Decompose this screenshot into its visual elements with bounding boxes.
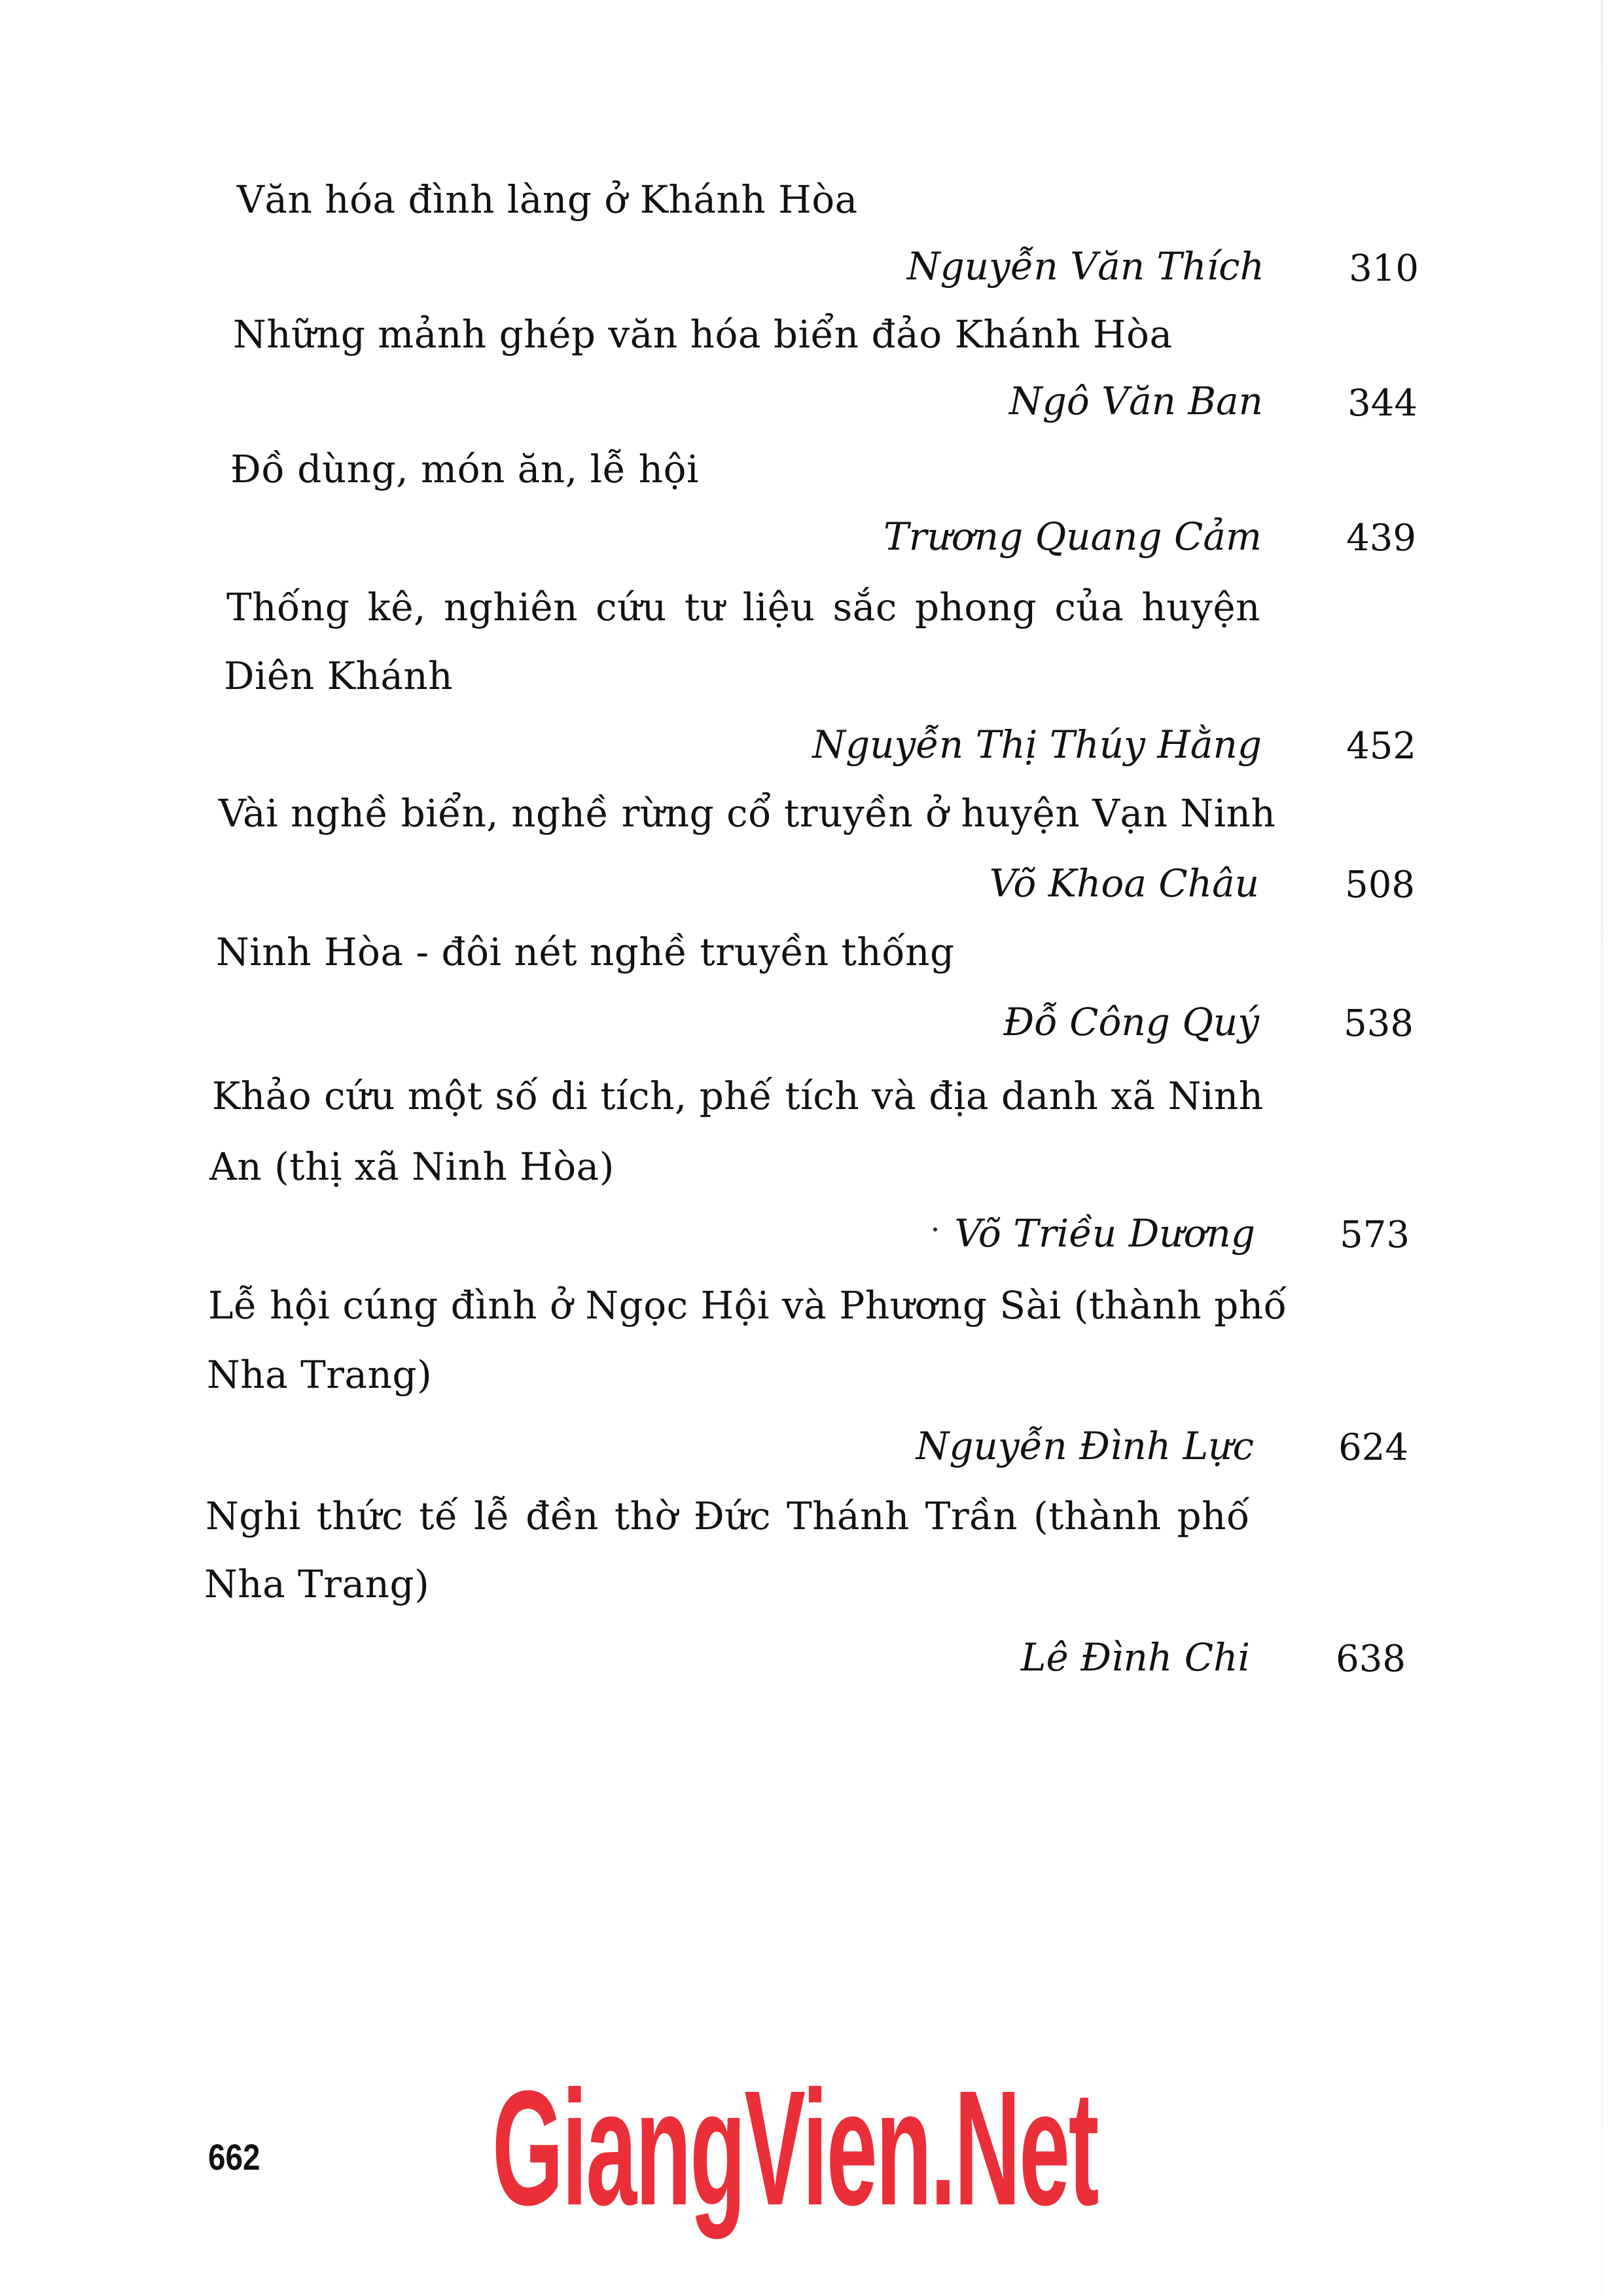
toc-entry-title: Đồ dùng, món ăn, lễ hội: [230, 447, 700, 491]
toc-entry-author: Nguyễn Thị Thúy Hằng: [812, 722, 1262, 767]
toc-entry-author: Nguyễn Đình Lực: [916, 1424, 1254, 1468]
page-number-footer: 662: [208, 2136, 260, 2178]
toc-entry-title-continued: Nha Trang): [207, 1352, 433, 1397]
toc-entry-author: Lê Đình Chi: [1020, 1635, 1250, 1680]
toc-entry-title: Nghi thức tế lễ đền thờ Đức Thánh Trần (thành phố: [205, 1494, 1250, 1538]
toc-entry-author: Trương Quang Cảm: [883, 514, 1262, 559]
toc-entry-page-number: 573: [1340, 1214, 1410, 1256]
toc-entry-title: Lễ hội cúng đình ở Ngọc Hội và Phương Sài (thành phố: [208, 1283, 1287, 1328]
toc-entry-author: Ngô Văn Ban: [1008, 379, 1263, 423]
toc-entry-title: Văn hóa đình làng ở Khánh Hòa: [237, 177, 858, 222]
toc-entry-page-number: 344: [1347, 382, 1418, 425]
toc-entry-title-continued: Nha Trang): [204, 1562, 430, 1606]
watermark-logo: GiangVien.Net: [492, 2057, 1098, 2239]
toc-entry-page-number: 310: [1349, 247, 1419, 290]
toc-entry-title: Ninh Hòa - đôi nét nghề truyền thống: [216, 930, 955, 974]
toc-entry-page-number: 538: [1344, 1002, 1414, 1045]
toc-entry-title: Khảo cứu một số di tích, phế tích và địa danh xã Ninh: [212, 1074, 1264, 1118]
toc-entry-author: Nguyễn Văn Thích: [906, 244, 1264, 289]
toc-entry-page-number: 508: [1345, 864, 1415, 906]
toc-entry-author: Võ Khoa Châu: [989, 861, 1259, 906]
toc-entry-title: Những mảnh ghép văn hóa biển đảo Khánh Hòa: [233, 312, 1173, 357]
toc-entry-page-number: 452: [1346, 725, 1416, 768]
toc-entry-page-number: 638: [1336, 1638, 1406, 1680]
scan-artifact-dot: [933, 1227, 937, 1231]
toc-entry-page-number: 439: [1346, 517, 1416, 559]
toc-entry-title-continued: Diên Khánh: [224, 654, 454, 698]
toc-entry-author: Đỗ Công Quý: [1003, 1000, 1259, 1044]
toc-entry-title: Vài nghề biển, nghề rừng cổ truyền ở huyện Vạn Ninh: [219, 791, 1276, 836]
toc-entry-title: Thống kê, nghiên cứu tư liệu sắc phong của huyện: [226, 585, 1260, 629]
toc-entry-title-continued: An (thị xã Ninh Hòa): [209, 1144, 615, 1189]
toc-entry-page-number: 624: [1338, 1426, 1408, 1469]
toc-entry-author: Võ Triều Dương: [954, 1211, 1255, 1256]
page-edge-shadow: [1601, 0, 1603, 2296]
